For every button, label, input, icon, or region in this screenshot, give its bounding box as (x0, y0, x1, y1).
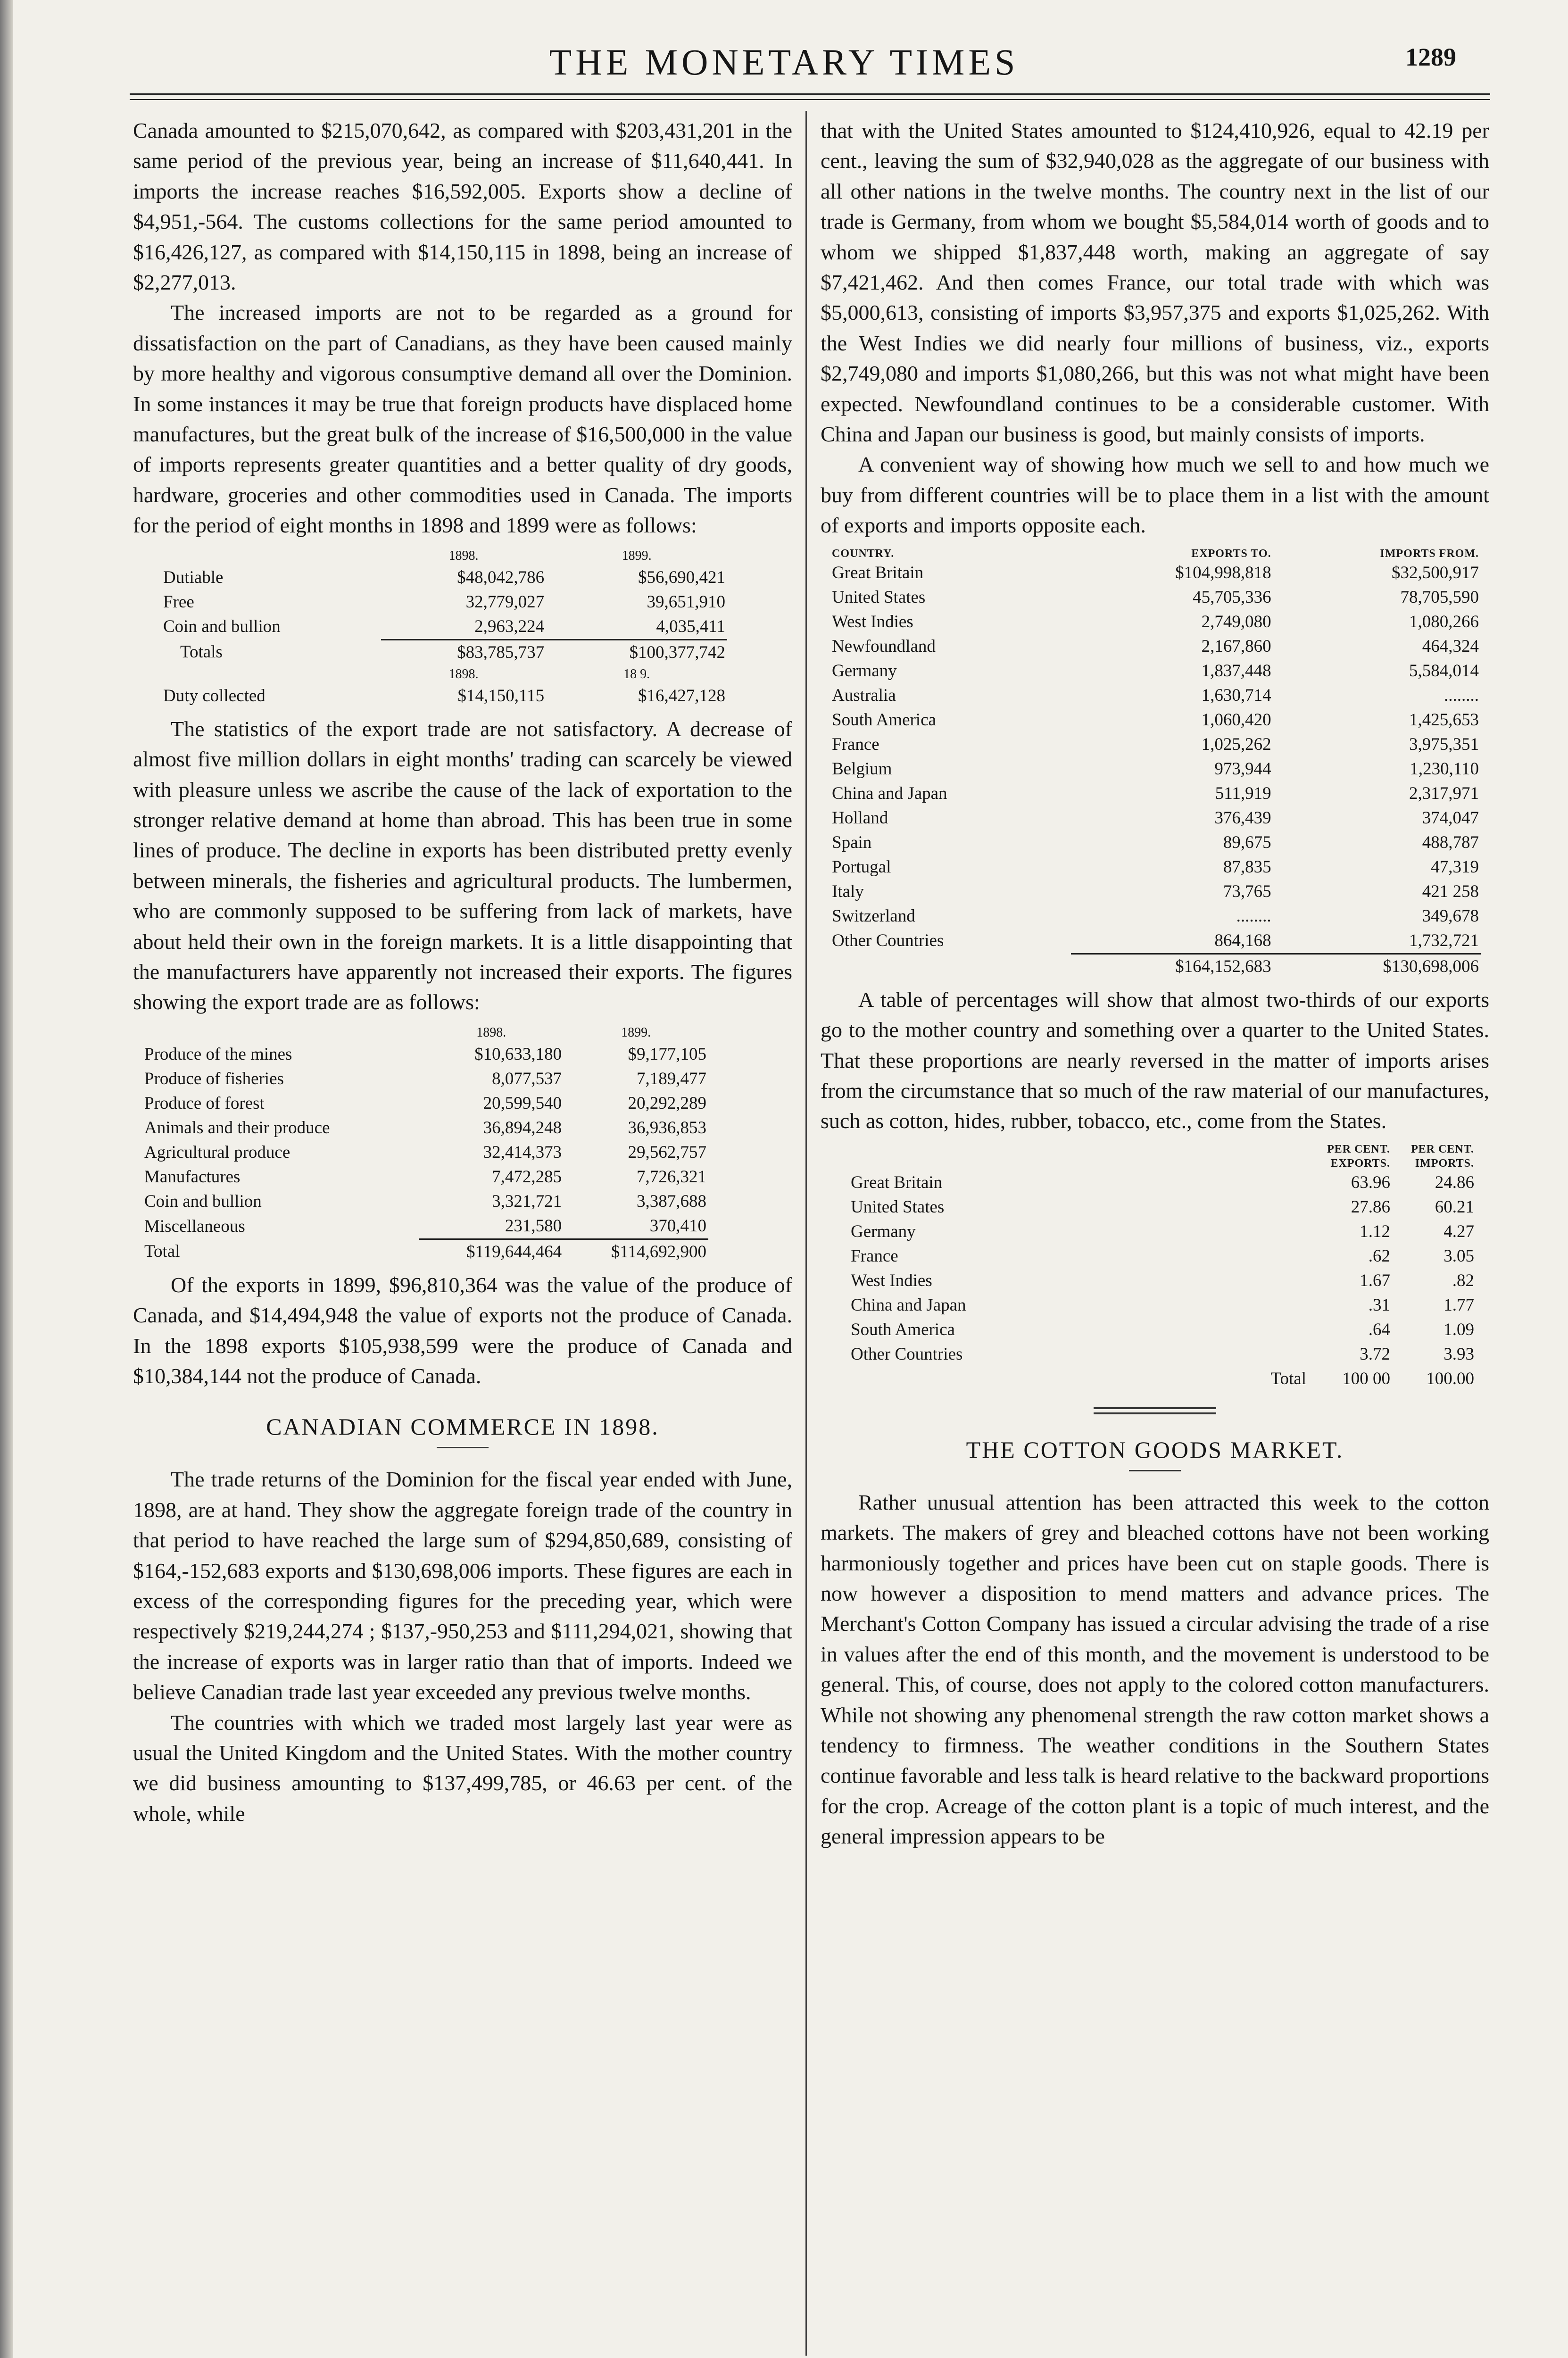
table-row (849, 1342, 1476, 1367)
table-header-row (142, 1023, 708, 1042)
table-row (142, 1042, 708, 1067)
table-row (830, 830, 1481, 855)
row-label: South America (851, 1320, 955, 1339)
row-label: Italy (832, 881, 864, 901)
cell-imports: 60.21 (1435, 1197, 1474, 1217)
paragraph: A table of percentages will show that almost two-thirds of our exports go to the mother country and something over a quarter to the United States. That these proportions are nearly reversed in the matter of imports arises from the circumstance that so much of the raw material of our manufactures, such as cotton, hides, rubber, tobacco, etc., come from the States. (821, 987, 1489, 1133)
column-header: EXPORTS TO. (1191, 547, 1271, 560)
total-imports: 100.00 (1426, 1369, 1474, 1388)
cell-imports: 1.09 (1444, 1320, 1474, 1339)
year-header: 18 9. (623, 666, 650, 681)
table-row (161, 684, 727, 708)
year-header: 1898. (448, 666, 479, 681)
table-row (142, 1140, 708, 1165)
row-label: Free (163, 592, 194, 612)
column-divider (805, 111, 807, 2356)
cell-imports: 3.93 (1444, 1344, 1474, 1364)
cell-1898: $10,633,180 (474, 1044, 562, 1064)
cell-exports: 45,705,336 (1193, 587, 1271, 607)
table-row (142, 1189, 708, 1214)
cell-1898: 8,077,537 (492, 1069, 562, 1088)
cell-exports: $104,998,818 (1175, 563, 1271, 582)
cell-imports: 1.77 (1444, 1295, 1474, 1315)
table-row (830, 732, 1481, 757)
cell-1898: $119,644,464 (419, 1239, 564, 1264)
table-header-row (161, 547, 727, 565)
cell-exports: 376,439 (1214, 808, 1271, 828)
masthead-title: THE MONETARY TIMES (549, 42, 1019, 83)
column-header: IMPORTS FROM. (1380, 547, 1479, 560)
cell-1898: 32,779,027 (465, 592, 545, 612)
row-label: China and Japan (851, 1295, 966, 1315)
cell-exports: .62 (1368, 1246, 1390, 1266)
table-row (830, 855, 1481, 880)
cell-1898: $83,785,737 (381, 639, 546, 665)
cell-imports: 2,317,971 (1409, 783, 1479, 803)
table-total-row (142, 1239, 708, 1264)
row-label: Dutiable (163, 567, 224, 587)
table-row (830, 585, 1481, 610)
column-header: PER CENT. EXPORTS. (1327, 1143, 1390, 1170)
paragraph: Of the exports in 1899, $96,810,364 was the value of the produce of Canada, and $14,494,948 the value of exports not the produce of Canada. In the 1898 exports $105,938,599 were the produce of Canada and $10,384,144 not the produce of Canada. (133, 1272, 792, 1388)
table-row (142, 1067, 708, 1091)
column-header: COUNTRY. (832, 547, 895, 560)
table-row (830, 659, 1481, 683)
cell-1899: 4,035,411 (656, 616, 725, 636)
table-row (830, 561, 1481, 585)
table-row (849, 1318, 1476, 1342)
imports-table (161, 547, 727, 708)
section-heading: THE COTTON GOODS MARKET. (966, 1436, 1344, 1463)
row-label: Great Britain (832, 563, 924, 582)
exports-table (142, 1023, 708, 1264)
heading-rule (437, 1447, 489, 1448)
row-label: Germany (832, 661, 897, 681)
cell-1899: $56,690,421 (638, 567, 725, 587)
cell-exports: 1.67 (1360, 1270, 1390, 1290)
cell-1898: 32,414,373 (483, 1142, 562, 1162)
country-trade-table (830, 547, 1481, 979)
table-row (830, 610, 1481, 634)
cell-1899: 3,387,688 (637, 1191, 706, 1211)
row-label: Australia (832, 685, 896, 705)
row-label: United States (851, 1197, 945, 1217)
row-label: West Indies (832, 612, 913, 631)
row-label: Spain (832, 832, 872, 852)
year-header: 1899. (621, 1025, 651, 1040)
cell-1898: 20,599,540 (483, 1093, 562, 1113)
row-label: Agricultural produce (144, 1142, 290, 1162)
cell-1899: 20,292,289 (628, 1093, 706, 1113)
cell-imports: 3.05 (1444, 1246, 1474, 1266)
cell-1899: 29,562,757 (628, 1142, 706, 1162)
table-header-row (849, 1142, 1476, 1171)
left-column (133, 116, 792, 1829)
cell-exports: 27.86 (1351, 1197, 1390, 1217)
cell-exports: 2,167,860 (1201, 636, 1271, 656)
row-label: Belgium (832, 759, 892, 779)
row-label: France (851, 1246, 898, 1266)
cell-imports: 349,678 (1422, 906, 1479, 926)
row-label: Portugal (832, 857, 891, 877)
row-label: Total (1270, 1369, 1306, 1388)
table-row (142, 1165, 708, 1189)
cell-exports: .64 (1368, 1320, 1390, 1339)
year-header: 1899. (622, 548, 652, 563)
page-header (0, 0, 1568, 101)
cell-exports: 1,837,448 (1201, 661, 1271, 681)
table-row (830, 880, 1481, 904)
row-label: Other Countries (851, 1344, 963, 1364)
cell-imports: 374,047 (1422, 808, 1479, 828)
cell-1899: $114,692,900 (564, 1239, 708, 1264)
row-label: West Indies (851, 1270, 932, 1290)
table-row (142, 1091, 708, 1116)
cell-imports: 24.86 (1435, 1172, 1474, 1192)
cell-imports: 464,324 (1422, 636, 1479, 656)
header-rule-top (130, 93, 1490, 95)
total-exports: 100 00 (1342, 1369, 1390, 1388)
table-row (849, 1244, 1476, 1269)
cell-1898: 231,580 (505, 1216, 562, 1236)
row-label: South America (832, 710, 936, 730)
cell-imports: .82 (1452, 1270, 1474, 1290)
page-number: 1289 (1405, 43, 1456, 71)
row-label: Produce of forest (144, 1093, 265, 1113)
table-row (161, 565, 727, 590)
cell-exports: 864,168 (1214, 930, 1271, 950)
cell-imports: 1,230,110 (1410, 759, 1479, 779)
table-row (849, 1195, 1476, 1220)
row-label: China and Japan (832, 783, 947, 803)
cell-1898: $48,042,786 (457, 567, 545, 587)
row-label: Coin and bullion (144, 1191, 262, 1211)
cell-exports: 2,749,080 (1201, 612, 1271, 631)
paragraph: A convenient way of showing how much we sell to and how much we buy from different countries will be to place them in a list with the amount of exports and imports opposite each. (821, 452, 1489, 538)
cell-1898: 36,894,248 (483, 1118, 562, 1137)
column-header: PER CENT. IMPORTS. (1411, 1143, 1474, 1170)
cell-exports: 3.72 (1360, 1344, 1390, 1364)
paragraph: Rather unusual attention has been attracted this week to the cotton markets. The makers of grey and bleached cottons have not been working harmoniously together and prices have been cut on staple goods. There is now however a disposition to mend matters and advance prices. The Merchant's Cotton Company has issued a circular advising the trade of a rise in values after the end of this month, and the movement is understood to be general. This, of course, does not apply to the colored cotton manufacturers. While not showing any phenomenal strength the raw cotton market shows a tendency to firmness. The weather conditions in the Southern States continue favorable and less talk is heard relative to the backward proportions for the crop. Acreage of the cotton plant is a topic of much interest, and the general impression appears to be (821, 1490, 1489, 1849)
percentage-table (849, 1142, 1476, 1391)
row-label: Newfoundland (832, 636, 936, 656)
table-row (830, 781, 1481, 806)
cell-imports: $32,500,917 (1392, 563, 1479, 582)
heading-rule (1129, 1470, 1181, 1471)
cell-exports: 63.96 (1351, 1172, 1390, 1192)
cell-1899: 370,410 (649, 1216, 706, 1236)
table-row (161, 590, 727, 614)
row-label: Other Countries (832, 931, 944, 951)
cell-imports: 488,787 (1422, 832, 1479, 852)
cell-imports: 47,319 (1431, 857, 1479, 877)
right-column (821, 116, 1489, 1852)
total-imports: $130,698,006 (1273, 954, 1481, 979)
cell-exports: 1.12 (1360, 1221, 1390, 1241)
table-row (830, 634, 1481, 659)
table-row (161, 614, 727, 640)
cell-exports: 973,944 (1214, 759, 1271, 779)
header-rule-bottom (130, 99, 1490, 100)
table-row (830, 806, 1481, 830)
row-label: Miscellaneous (144, 1216, 245, 1236)
paragraph: Canada amounted to $215,070,642, as compared with $203,431,201 in the same period of the previous year, being an increase of $11,640,441. In imports the increase reaches $16,592,005. Exports show a decline of $4,951,-564. The customs collections for the same period amounted to $16,426,127, as compared with $14,150,115 in 1898, being an increase of $2,277,013. (133, 118, 792, 295)
cell-exports: .31 (1368, 1295, 1390, 1315)
cell-1899: 39,651,910 (647, 592, 725, 612)
cell-1899: 36,936,853 (628, 1118, 706, 1137)
cell-1898: 2,963,224 (474, 616, 545, 636)
cell-imports: 3,975,351 (1409, 734, 1479, 754)
cell-exports: 1,630,714 (1201, 685, 1271, 705)
row-label: Manufactures (144, 1167, 241, 1187)
paragraph: The trade returns of the Dominion for the fiscal year ended with June, 1898, are at hand. They show the aggregate foreign trade of the country in that period to have reached the large sum of $294,850,689, consisting of $164,-152,683 exports and $130,698,006 imports. These figures are each in excess of the corresponding figures for the preceding year, which were respectively $219,244,274 ; $137,-950,253 and $111,294,021, showing that the increase of exports was in larger ratio than that of imports. Indeed we believe Canadian trade last year exceeded any previous twelve months. (133, 1467, 792, 1704)
cell-exports: 89,675 (1223, 832, 1271, 852)
cell-imports: 78,705,590 (1400, 587, 1479, 607)
row-label: Switzerland (832, 906, 915, 926)
table-total-row (161, 639, 727, 665)
row-label: Holland (832, 808, 888, 828)
cell-exports: 1,025,262 (1201, 734, 1271, 754)
cell-1899: $9,177,105 (628, 1044, 706, 1064)
table-total-row (849, 1367, 1476, 1391)
cell-imports: 1,732,721 (1409, 930, 1479, 950)
table-row (142, 1214, 708, 1239)
year-header: 1898. (448, 548, 479, 563)
table-row (830, 757, 1481, 781)
row-label: Great Britain (851, 1172, 943, 1192)
paragraph: The statistics of the export trade are not satisfactory. A decrease of almost five million dollars in eight months' trading can scarcely be viewed with pleasure unless we ascribe the cause of the lack of exportation to the stronger relative demand at home than abroad. This has been true in some lines of produce. The decline in exports has been distributed pretty evenly between minerals, the fisheries and agricultural products. The lumbermen, who are commonly supposed to be suffering from lack of markets, have about held their own in the foreign markets. It is a little disappointing that the manufacturers have apparently not increased their exports. The figures showing the export trade are as follows: (133, 716, 792, 1014)
section-heading: CANADIAN COMMERCE IN 1898. (266, 1413, 659, 1440)
row-label: Totals (180, 642, 223, 662)
table-row (830, 683, 1481, 708)
cell-1899: 7,726,321 (637, 1167, 706, 1187)
row-label: Produce of the mines (144, 1044, 292, 1064)
table-row (142, 1116, 708, 1140)
cell-imports: 1,425,653 (1409, 710, 1479, 730)
table-row (830, 904, 1481, 929)
year-header: 1898. (476, 1025, 506, 1040)
cell-1899: $100,377,742 (546, 639, 727, 665)
row-label: Duty collected (163, 686, 265, 706)
cell-imports: 5,584,014 (1409, 661, 1479, 681)
cell-imports: 4.27 (1444, 1221, 1474, 1241)
table-header-row (161, 665, 727, 684)
row-label: Total (144, 1242, 180, 1261)
cell-exports: 87,835 (1223, 857, 1271, 877)
paragraph: The increased imports are not to be regarded as a ground for dissatisfaction on the part of Canadians, as they have been caused mainly by more healthy and vigorous consumptive demand all over the Dominion. In some instances it may be true that foreign products have displaced home manufactures, but the great bulk of the increase of $16,500,000 in the value of imports represents greater quantities and a better quality of dry goods, hardware, groceries and other commodities used in Canada. The imports for the period of eight months in 1898 and 1899 were as follows: (133, 300, 792, 538)
table-row (849, 1171, 1476, 1195)
table-row (830, 929, 1481, 954)
row-label: France (832, 734, 879, 754)
cell-imports: 421 258 (1422, 881, 1479, 901)
cell-imports: 1,080,266 (1409, 612, 1479, 631)
scanned-page-edge (0, 0, 13, 2358)
row-label: Produce of fisheries (144, 1069, 284, 1088)
table-row (849, 1269, 1476, 1293)
paragraph: The countries with which we traded most largely last year were as usual the United Kingdom and the United States. With the mother country we did business amounting to $137,499,785, or 46.63 per cent. of the whole, while (133, 1710, 792, 1826)
total-exports: $164,152,683 (1071, 954, 1273, 979)
table-total-row (830, 954, 1481, 979)
table-row (849, 1293, 1476, 1318)
cell-1898: $14,150,115 (457, 686, 545, 706)
cell-1898: 3,321,721 (492, 1191, 562, 1211)
section-divider (1094, 1407, 1216, 1414)
cell-1899: 7,189,477 (637, 1069, 706, 1088)
cell-1899: $16,427,128 (638, 686, 725, 706)
cell-1898: 7,472,285 (492, 1167, 562, 1187)
cell-exports: 511,919 (1215, 783, 1271, 803)
cell-imports: ........ (1444, 685, 1479, 705)
cell-exports: ........ (1236, 906, 1271, 926)
table-row (830, 708, 1481, 732)
table-header-row (830, 547, 1481, 561)
paragraph: that with the United States amounted to $124,410,926, equal to 42.19 per cent., leaving the sum of $32,940,028 as the aggregate of our business with all other nations in the twelve months. The country next in the list of our trade is Germany, from whom we bought $5,584,014 worth of goods and to whom we shipped $1,837,448 worth, making an aggregate of say $7,421,462. And then comes France, our total trade with which was $5,000,613, consisting of imports $3,957,375 and exports $1,025,262. With the West Indies we did nearly four millions of business, viz., exports $2,749,080 and imports $1,080,266, but this was not what might have been expected. Newfoundland continues to be a considerable customer. With China and Japan our business is good, but mainly consists of imports. (821, 118, 1489, 447)
table-row (849, 1220, 1476, 1244)
cell-exports: 1,060,420 (1201, 710, 1271, 730)
row-label: Animals and their produce (144, 1118, 330, 1137)
row-label: Germany (851, 1221, 916, 1241)
row-label: United States (832, 587, 926, 607)
row-label: Coin and bullion (163, 617, 281, 637)
cell-exports: 73,765 (1223, 881, 1271, 901)
